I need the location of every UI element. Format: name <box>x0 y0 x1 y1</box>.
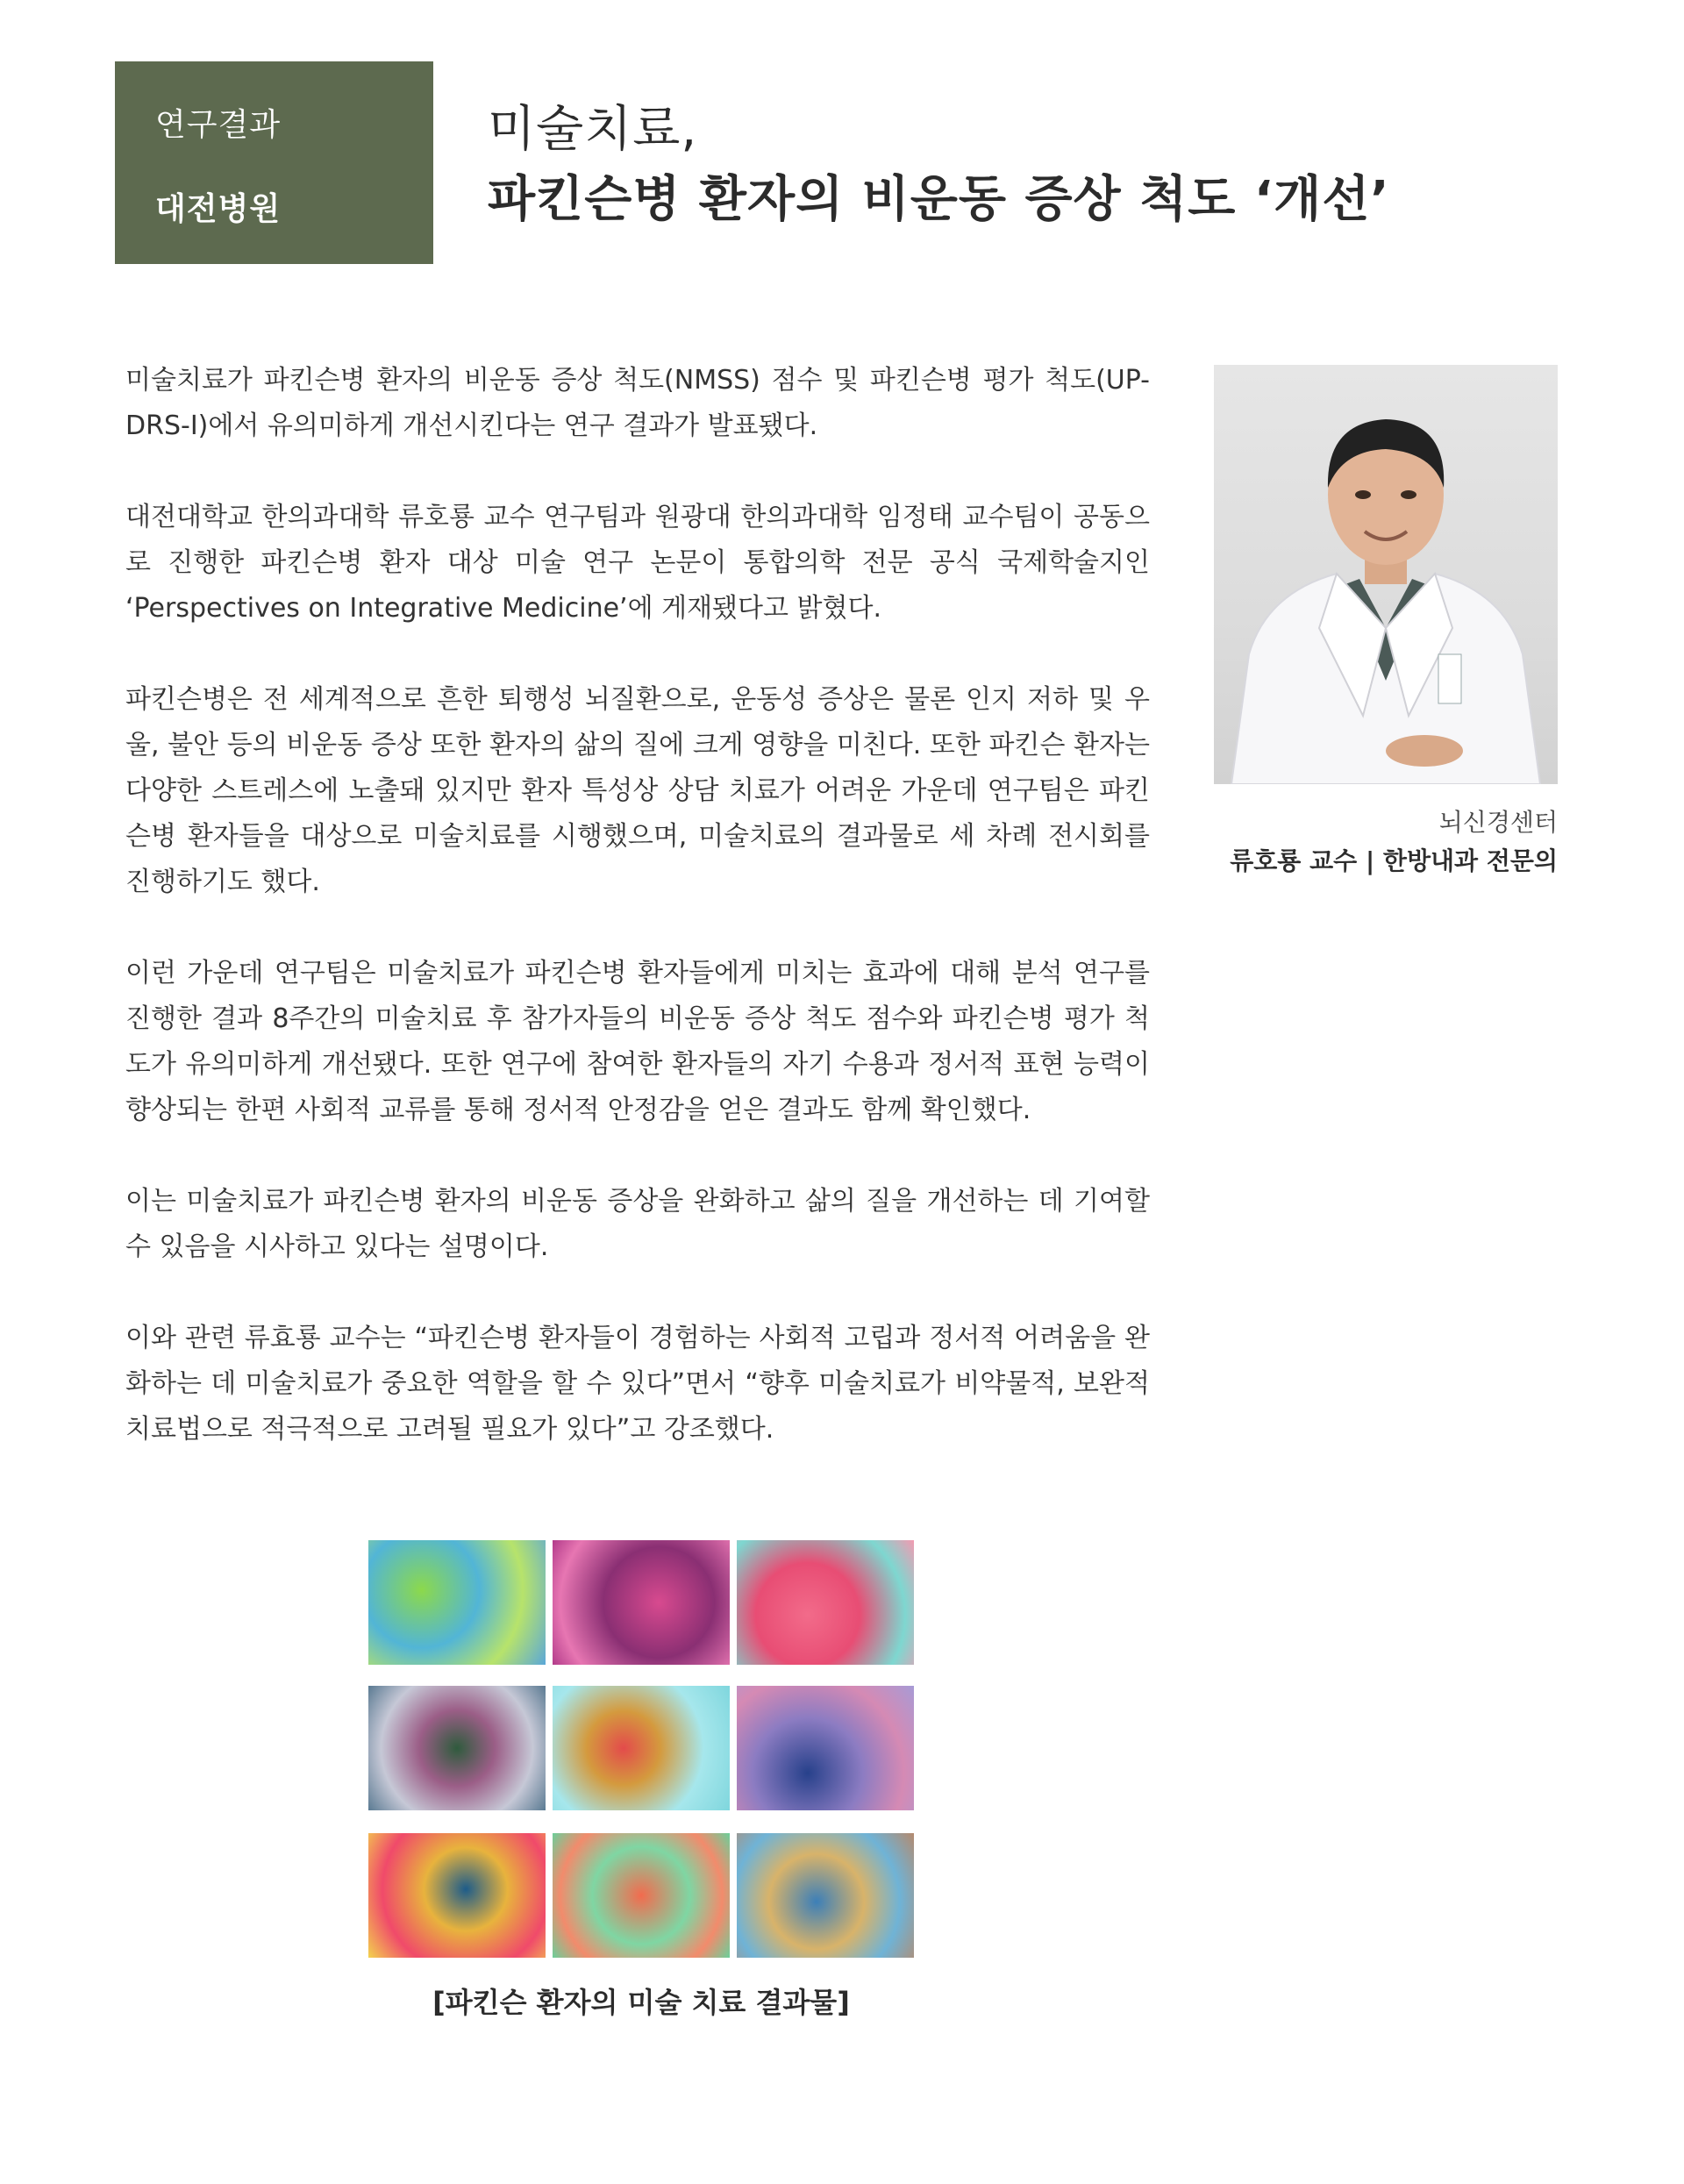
professor-photo <box>1214 365 1558 784</box>
artwork-5 <box>553 1686 730 1810</box>
category-label: 연구결과 <box>155 107 282 143</box>
paragraph-6: 이와 관련 류효룡 교수는 “파킨슨병 환자들이 경험하는 사회적 고립과 정서적 어려움을 완화하는 데 미술치료가 중요한 역할을 할 수 있다”면서 “향후 미술치료가 비약물적, 보완적 치료법으로 적극적으로 고려될 필요가 있다”고 강조했다. <box>125 1323 1150 1445</box>
paragraph-2: 대전대학교 한의과대학 류호룡 교수 연구팀과 원광대 한의과대학 임정태 교수팀이 공동으로 진행한 파킨슨병 환자 대상 미술 연구 논문이 통합의학 전문 공식 국제학술지인 ‘Perspectives on Integrative Medicine’에 게재됐다고 밝혔다. <box>125 502 1150 624</box>
artwork-9 <box>737 1833 914 1958</box>
profile-name: 류호룡 교수 | 한방내과 전문의 <box>1230 846 1558 875</box>
artwork-2 <box>553 1540 730 1665</box>
artwork-7 <box>368 1833 546 1958</box>
artwork-4 <box>368 1686 546 1810</box>
artwork-3 <box>737 1540 914 1665</box>
artwork-1 <box>368 1540 546 1665</box>
paragraph-1: 미술치료가 파킨슨병 환자의 비운동 증상 척도(NMSS) 점수 및 파킨슨병 평가 척도(UP-DRS-I)에서 유의미하게 개선시킨다는 연구 결과가 발표됐다. <box>125 365 1150 441</box>
page-title <box>488 95 1628 235</box>
paragraph-5: 이는 미술치료가 파킨슨병 환자의 비운동 증상을 완화하고 삶의 질을 개선하는 데 기여할 수 있음을 시사하고 있다는 설명이다. <box>125 1186 1150 1262</box>
article-body <box>125 358 1150 1498</box>
profile-department: 뇌신경센터 <box>1438 808 1558 837</box>
title-line-2: 파킨슨병 환자의 비운동 증상 척도 ‘개선’ <box>488 171 1390 228</box>
title-line-1: 미술치료, <box>488 101 698 158</box>
organization-label: 대전병원 <box>155 191 282 227</box>
paragraph-3: 파킨슨병은 전 세계적으로 흔한 퇴행성 뇌질환으로, 운동성 증상은 물론 인지 저하 및 우울, 불안 등의 비운동 증상 또한 환자의 삶의 질에 크게 영향을 미친다. 또한 파킨슨 환자는 다양한 스트레스에 노출돼 있지만 환자 특성상 상담 치료가 어려운 가운데 연구팀은 파킨슨병 환자들을 대상으로 미술치료를 시행했으며, 미술치료의 결과물로 세 차례 전시회를 진행하기도 했다. <box>125 684 1150 897</box>
artwork-grid <box>368 1540 914 1958</box>
portrait-illustration <box>1214 365 1558 784</box>
category-box <box>115 61 433 264</box>
figure-caption: [파킨슨 환자의 미술 치료 결과물] <box>432 1986 850 2019</box>
artwork-8 <box>553 1833 730 1958</box>
artwork-6 <box>737 1686 914 1810</box>
paragraph-4: 이런 가운데 연구팀은 미술치료가 파킨슨병 환자들에게 미치는 효과에 대해 분석 연구를 진행한 결과 8주간의 미술치료 후 참가자들의 비운동 증상 척도 점수와 파킨슨병 평가 척도가 유의미하게 개선됐다. 또한 연구에 참여한 환자들의 자기 수용과 정서적 표현 능력이 향상되는 한편 사회적 교류를 통해 정서적 안정감을 얻은 결과도 함께 확인했다. <box>125 958 1150 1125</box>
